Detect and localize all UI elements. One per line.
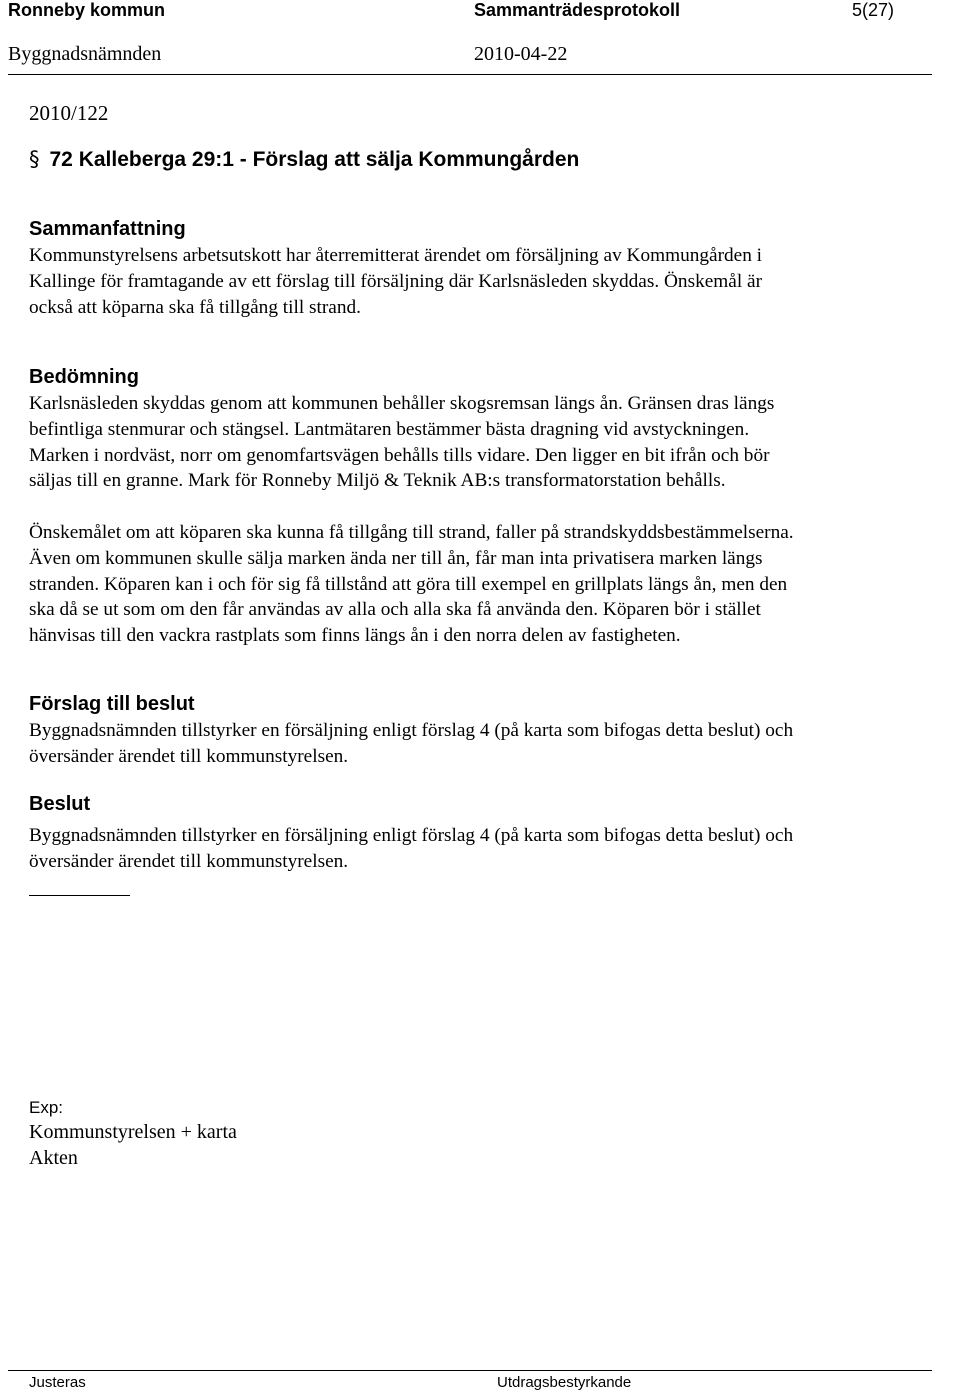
document-type: Sammanträdesprotokoll (474, 0, 681, 20)
text-line: översänder ärendet till kommunstyrelsen. (29, 850, 349, 872)
expedition-recipient: Akten (29, 1147, 78, 1169)
decision-heading: Beslut (29, 793, 91, 815)
decision-end-rule (29, 895, 130, 896)
text-line: Byggnadsnämnden tillstyrker en försäljning enligt förslag 4 (på karta som bifogas detta beslut) och (29, 720, 794, 741)
page-number: 5(27) (852, 0, 895, 20)
footer-utdragsbestyrkande: Utdragsbestyrkande (497, 1374, 632, 1391)
text-line: hänvisas till den vackra rastplats som finns längs ån i den norra delen av fastigheten. (29, 625, 681, 647)
decision-text (29, 823, 934, 875)
text-line: Marken i nordväst, norr om genomfartsvägen behålls tills vidare. Den ligger en bit ifrån och bör (29, 444, 770, 466)
proposal-heading: Förslag till beslut (29, 693, 195, 715)
expedition-list (29, 1119, 237, 1171)
paragraph-title-text: 72 Kalleberga 29:1 - Förslag att sälja Kommungården (49, 148, 580, 171)
text-line: ska då se ut som om den får användas av alla och alla ska få använda den. Köparen bör i stället (29, 599, 761, 621)
text-line: Byggnadsnämnden tillstyrker en försäljning enligt förslag 4 (på karta som bifogas detta beslut) och (29, 825, 794, 846)
text-line: Karlsnäsleden skyddas genom att kommunen behåller skogsremsan längs ån. Gränsen dras längs (29, 393, 775, 414)
proposal-text (29, 718, 934, 770)
footer-justeras: Justeras (29, 1374, 86, 1391)
assessment-text (29, 391, 934, 494)
header-divider (8, 74, 932, 75)
paragraph-title (29, 147, 579, 172)
text-line: Kallinge för framtagande av ett förslag till försäljning där Karlsnäsleden skyddas. Önskemål är (29, 270, 762, 292)
board-name: Byggnadsnämnden (8, 43, 162, 65)
text-line: översänder ärendet till kommunstyrelsen. (29, 745, 349, 767)
footer-divider (8, 1370, 932, 1371)
text-line: säljas till en granne. Mark för Ronneby Miljö & Teknik AB:s transformatorstation behålls. (29, 470, 726, 492)
text-line: befintliga stenmurar och stängsel. Lantmätaren bestämmer bästa dragning vid avstyckningen. (29, 418, 750, 440)
section-symbol: § (29, 147, 40, 171)
municipality-name: Ronneby kommun (8, 0, 166, 20)
assessment-heading: Bedömning (29, 366, 139, 388)
text-line: stranden. Köparen kan i och för sig få tillstånd att göra till exempel en grillplats längs ån, men den (29, 573, 788, 595)
text-line: Önskemålet om att köparen ska kunna få tillgång till strand, faller på strandskyddsbestämmelserna. (29, 522, 794, 543)
assessment-text-2 (29, 520, 934, 649)
case-number: 2010/122 (29, 101, 109, 125)
text-line: Kommunstyrelsens arbetsutskott har återremitterat ärendet om försäljning av Kommungården i (29, 245, 763, 266)
summary-heading: Sammanfattning (29, 218, 186, 240)
meeting-date: 2010-04-22 (474, 43, 568, 65)
text-line: Även om kommunen skulle sälja marken ända ner till ån, får man inta privatisera marken längs (29, 547, 763, 569)
summary-text (29, 243, 934, 320)
expedition-label: Exp: (29, 1098, 64, 1117)
text-line: också att köparna ska få tillgång till strand. (29, 296, 361, 318)
expedition-recipient: Kommunstyrelsen + karta (29, 1121, 237, 1143)
